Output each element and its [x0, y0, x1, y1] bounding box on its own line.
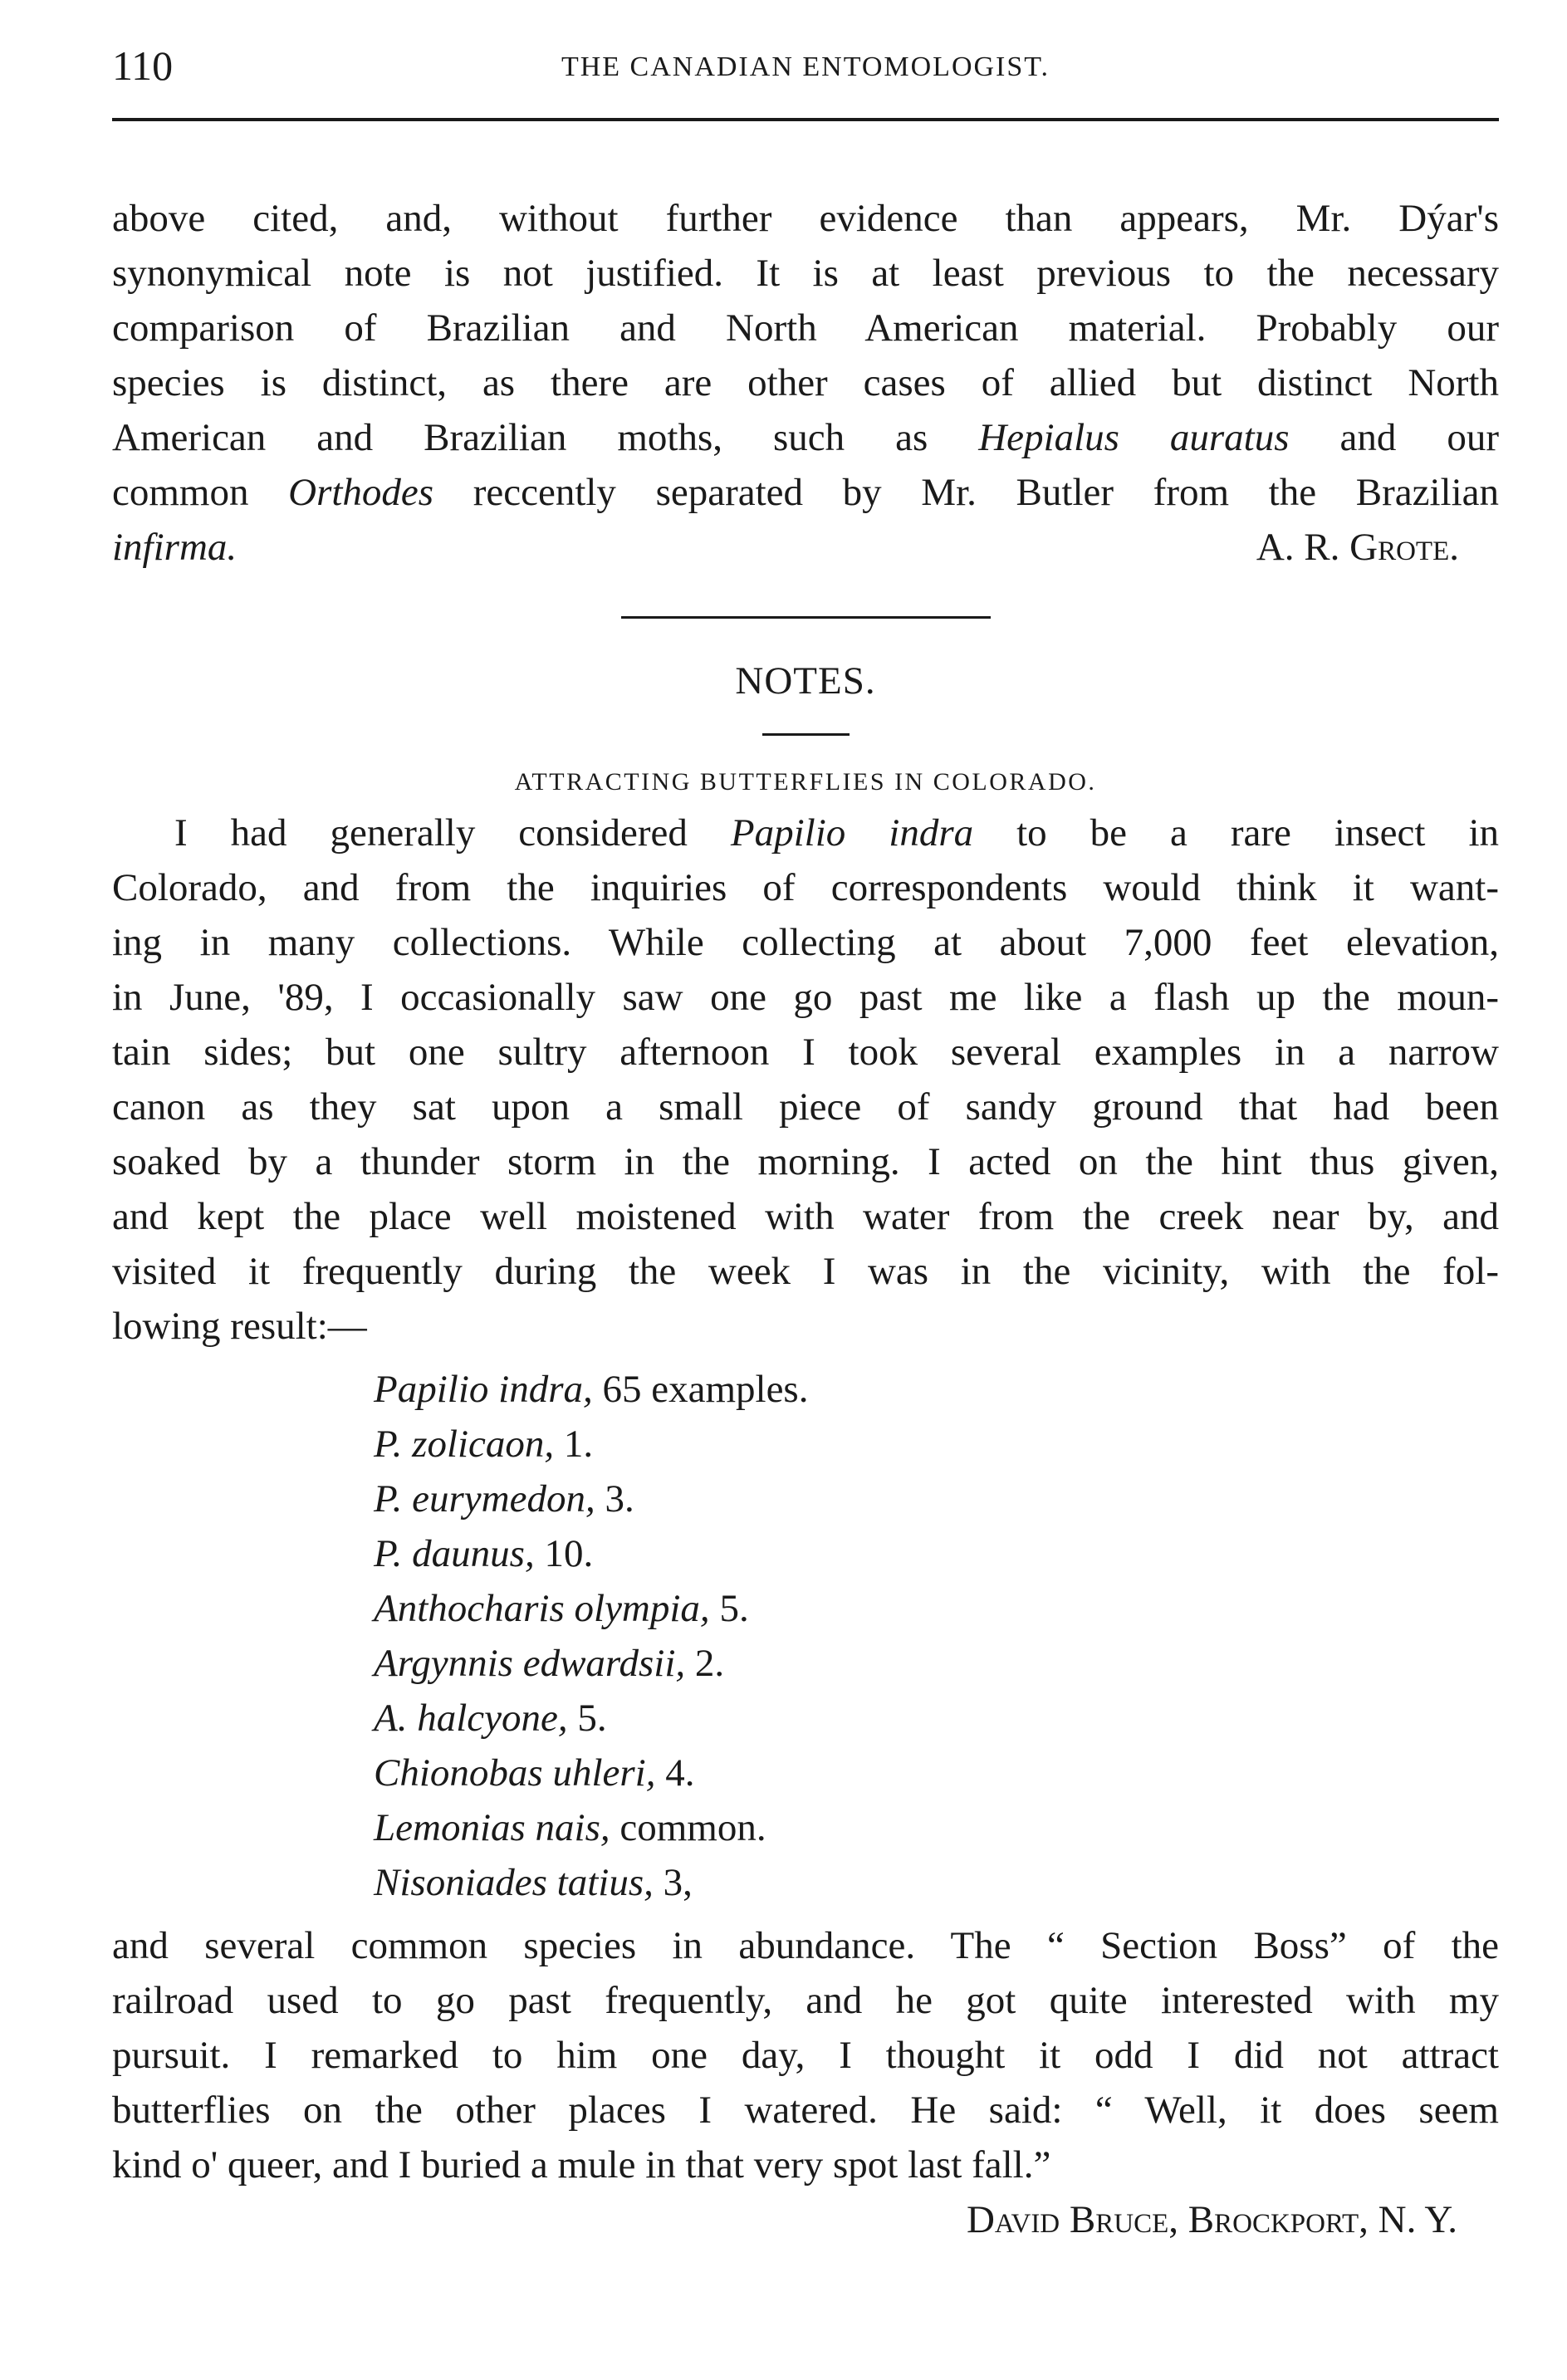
text-line: in June, '89, I occasionally saw one go past me like a flash up the moun- [112, 976, 1499, 1019]
text-segment: common [112, 471, 289, 514]
text-line: and several common species in abundance. The “ Section Boss” of the [112, 1924, 1499, 1967]
text-line: and kept the place well moistened with water from the creek near by, and [112, 1195, 1499, 1238]
text-line: soaked by a thunder storm in the morning. I acted on the hint thus given, [112, 1140, 1499, 1183]
species-count: 10. [534, 1532, 594, 1575]
closing-line [112, 520, 1499, 575]
species-count: 65 examples. [592, 1368, 809, 1411]
text-line: railroad used to go past frequently, and he got quite interested with my [112, 1979, 1499, 2022]
species-name: Nisoniades tatius, [374, 1861, 654, 1904]
text-line: butterflies on the other places I watered. He said: “ Well, it does seem [112, 2089, 1499, 2132]
text-line: comparison of Brazilian and North American material. Probably our [112, 306, 1499, 350]
species-list-item [374, 1746, 1499, 1800]
species-count: 3, [653, 1861, 693, 1904]
text-line: pursuit. I remarked to him one day, I thought it odd I did not attract [112, 2034, 1499, 2077]
note-signature: David Bruce, Brockport, N. Y. [966, 2198, 1457, 2241]
species-name: Chionobas uhleri, [374, 1751, 656, 1795]
species-count: 5. [709, 1587, 749, 1630]
section-title: NOTES. [735, 659, 876, 703]
species-name: Argynnis edwardsii, [374, 1642, 686, 1685]
article-body [112, 191, 1499, 2247]
species-list-item [374, 1362, 1499, 1417]
text-line: species is distinct, as there are other cases of allied but distinct North [112, 361, 1499, 404]
page-number: 110 [112, 42, 174, 89]
text-line [112, 465, 1499, 520]
species-count: 5. [567, 1697, 607, 1740]
species-list [374, 1362, 1499, 1910]
text-line: lowing result:— [112, 1305, 367, 1348]
species-list-item [374, 1526, 1499, 1581]
species-list-item [374, 1691, 1499, 1746]
species-list-item [374, 1417, 1499, 1472]
species-name: P. eurymedon, [374, 1477, 595, 1521]
text-line: canon as they sat upon a small piece of sandy ground that had been [112, 1085, 1499, 1129]
species-name: Papilio indra [730, 811, 974, 855]
text-segment: reccently separated by Mr. Butler from the Brazilian [433, 471, 1499, 514]
species-count: common. [610, 1806, 766, 1849]
species-name: Hepialus auratus [978, 416, 1290, 459]
text-line [112, 806, 1499, 860]
running-title: THE CANADIAN ENTOMOLOGIST. [561, 51, 1050, 82]
species-list-item [374, 1636, 1499, 1691]
continuation-paragraph [112, 191, 1499, 575]
text-segment: to be a rare insect in [973, 811, 1499, 855]
text-line: Colorado, and from the inquiries of correspondents would think it want- [112, 866, 1499, 909]
species-name: Papilio indra, [374, 1368, 593, 1411]
text-line: visited it frequently during the week I was in the vicinity, with the fol- [112, 1250, 1499, 1293]
species-name: Orthodes [288, 471, 434, 514]
species-list-item [374, 1472, 1499, 1526]
text-line: synonymical note is not justified. It is at least previous to the necessary [112, 252, 1499, 295]
note-paragraph-1 [112, 806, 1499, 1354]
text-line: ing in many collections. While collecting at about 7,000 feet elevation, [112, 921, 1499, 964]
species-count: 4. [655, 1751, 695, 1795]
running-header [112, 33, 1499, 91]
text-segment: I had generally considered [174, 811, 731, 855]
title-divider [762, 733, 850, 736]
species-list-item [374, 1855, 1499, 1910]
species-name: A. halcyone, [374, 1697, 568, 1740]
species-name: infirma. [112, 526, 237, 569]
text-line: tain sides; but one sultry afternoon I took several examples in a narrow [112, 1031, 1499, 1074]
species-count: 3. [595, 1477, 634, 1521]
species-name: Lemonias nais, [374, 1806, 610, 1849]
species-name: P. zolicaon, [374, 1423, 555, 1466]
text-line [112, 410, 1499, 465]
note-heading: ATTRACTING BUTTERFLIES IN COLORADO. [514, 768, 1097, 796]
species-list-item [374, 1800, 1499, 1855]
species-name: P. daunus, [374, 1532, 535, 1575]
text-line: kind o' queer, and I buried a mule in that very spot last fall.” [112, 2143, 1051, 2187]
text-line: above cited, and, without further evidence than appears, Mr. Dýar's [112, 197, 1499, 240]
text-segment: American and Brazilian moths, such as [112, 416, 979, 459]
page [112, 33, 1499, 2241]
species-list-item [374, 1581, 1499, 1636]
species-name: Anthocharis olympia, [374, 1587, 710, 1630]
note-paragraph-2 [112, 1918, 1499, 2192]
species-count: 1. [554, 1423, 594, 1466]
header-rule [112, 118, 1499, 121]
text-segment: and our [1289, 416, 1499, 459]
species-count: 2. [685, 1642, 725, 1685]
author-signature: A. R. Grote. [1256, 526, 1459, 569]
section-divider [621, 616, 991, 619]
